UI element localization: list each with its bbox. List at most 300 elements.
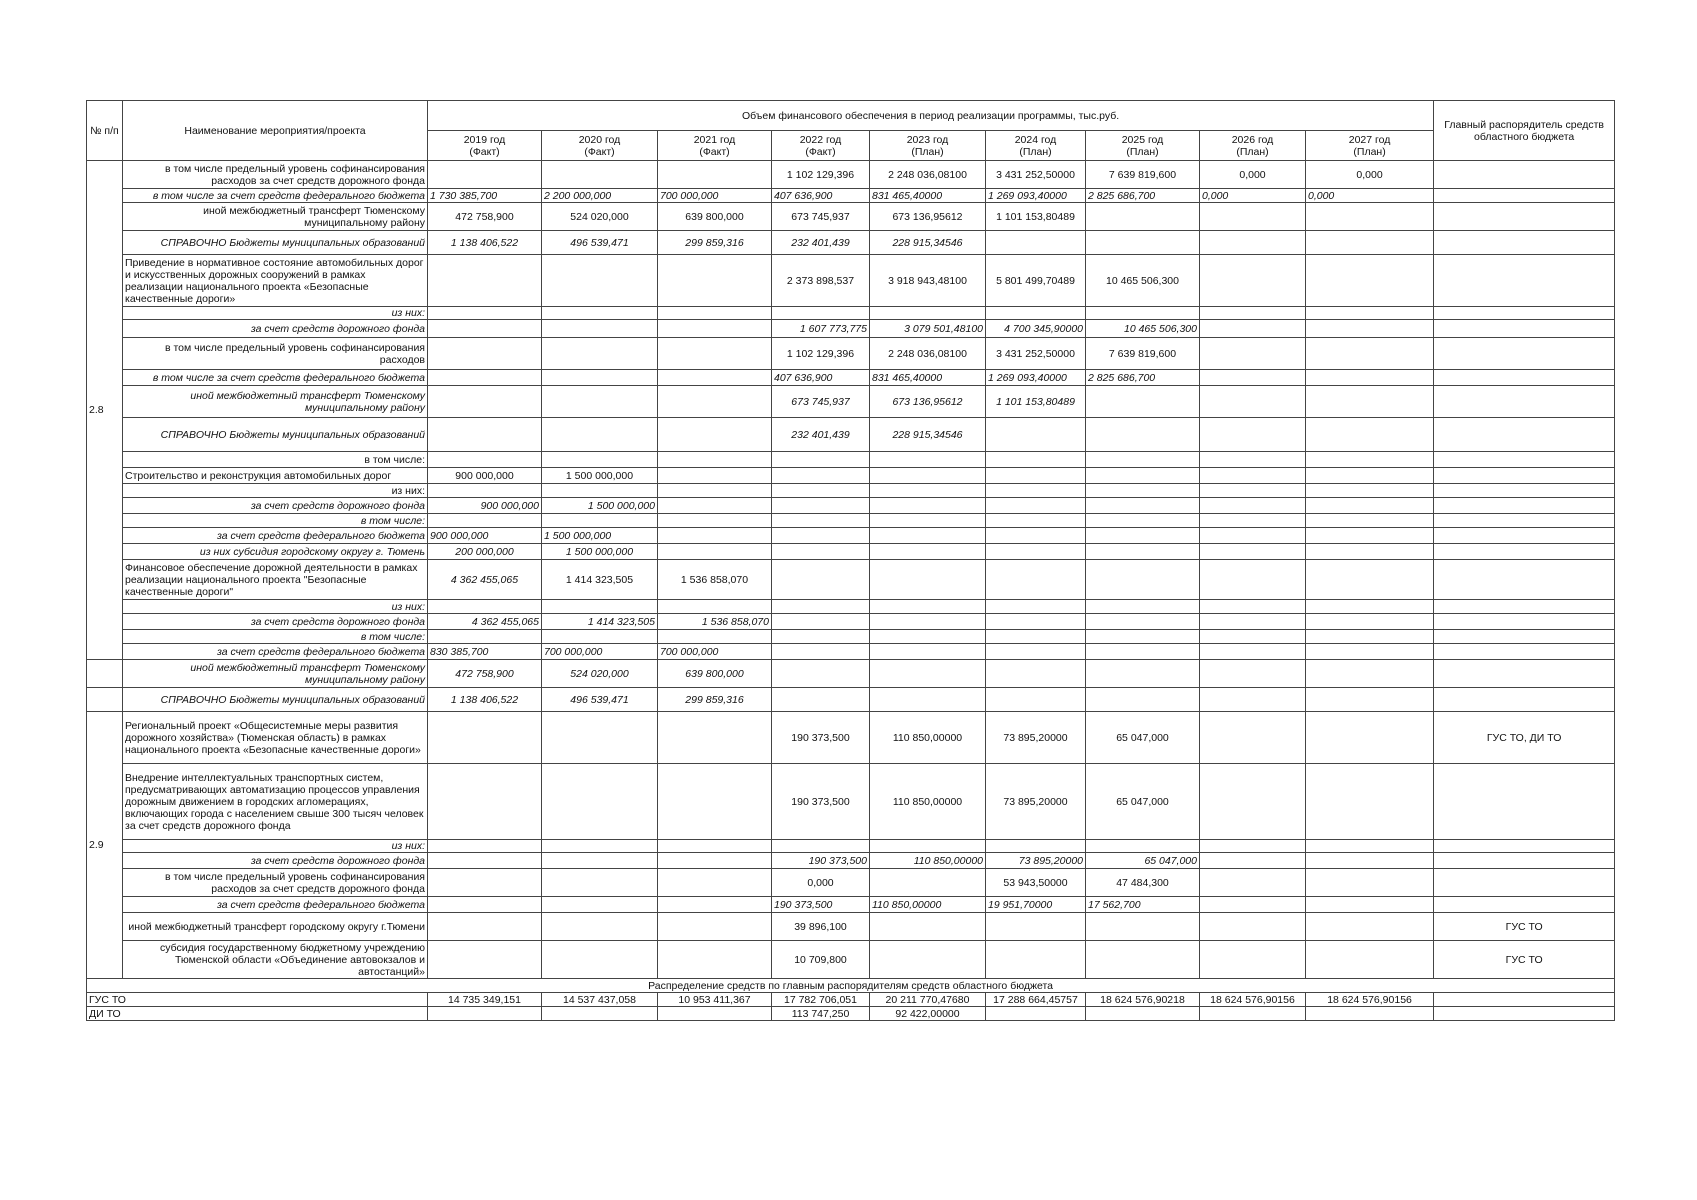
- value-cell: [1306, 468, 1434, 484]
- value-cell: [1306, 688, 1434, 712]
- value-cell: [658, 255, 772, 307]
- value-cell: [658, 600, 772, 614]
- value-cell: [542, 418, 658, 452]
- value-cell: 496 539,471: [542, 688, 658, 712]
- value-cell: [1086, 614, 1200, 630]
- manager-cell: [1434, 514, 1615, 528]
- table-row: [87, 161, 1615, 189]
- value-cell: [1086, 630, 1200, 644]
- value-cell: [1086, 600, 1200, 614]
- year-header-3: [772, 131, 870, 161]
- manager-cell: [1434, 660, 1615, 688]
- manager-cell: [1434, 161, 1615, 189]
- main-manager-header: Главный распорядитель средств областного бюджета: [1434, 101, 1615, 161]
- value-cell: [658, 468, 772, 484]
- value-cell: 3 431 252,50000: [986, 161, 1086, 189]
- manager-cell: [1434, 897, 1615, 913]
- manager-cell: [1434, 764, 1615, 840]
- value-cell: 2 373 898,537: [772, 255, 870, 307]
- table-row: [87, 514, 1615, 528]
- value-cell: [1306, 484, 1434, 498]
- manager-cell: ГУС ТО, ДИ ТО: [1434, 712, 1615, 764]
- value-cell: [870, 630, 986, 644]
- value-cell: 4 362 455,065: [428, 560, 542, 600]
- total-value-cell: 92 422,00000: [870, 1007, 986, 1021]
- year-label: 2026 год: [1231, 133, 1274, 146]
- value-cell: [986, 941, 1086, 979]
- activity-name: за счет средств дорожного фонда: [123, 853, 428, 869]
- value-cell: [986, 600, 1086, 614]
- year-header-0: [428, 131, 542, 161]
- value-cell: [542, 897, 658, 913]
- value-cell: [1086, 528, 1200, 544]
- table-row: [87, 370, 1615, 386]
- value-cell: [1086, 840, 1200, 853]
- value-cell: [1086, 203, 1200, 231]
- activity-name: за счет средств дорожного фонда: [123, 498, 428, 514]
- activity-name: в том числе:: [123, 630, 428, 644]
- value-cell: [1086, 231, 1200, 255]
- value-cell: 700 000,000: [658, 189, 772, 203]
- value-cell: [1200, 338, 1306, 370]
- year-header-8: [1306, 131, 1434, 161]
- value-cell: [1200, 484, 1306, 498]
- row-number: 2.8: [87, 161, 123, 660]
- value-cell: [1200, 231, 1306, 255]
- manager-cell: [1434, 255, 1615, 307]
- value-cell: [658, 630, 772, 644]
- value-cell: [1306, 764, 1434, 840]
- value-cell: [658, 370, 772, 386]
- value-cell: [542, 941, 658, 979]
- value-cell: [1086, 418, 1200, 452]
- value-cell: [1200, 255, 1306, 307]
- table-row: [87, 712, 1615, 764]
- num-column-header: № п/п: [87, 101, 123, 161]
- value-cell: [1200, 630, 1306, 644]
- year-kind-label: (План): [1236, 145, 1269, 158]
- value-cell: [542, 840, 658, 853]
- value-cell: 2 825 686,700: [1086, 189, 1200, 203]
- value-cell: [428, 484, 542, 498]
- total-value-cell: 17 782 706,051: [772, 993, 870, 1007]
- value-cell: 900 000,000: [428, 498, 542, 514]
- activity-name: СПРАВОЧНО Бюджеты муниципальных образований: [123, 688, 428, 712]
- value-cell: [542, 869, 658, 897]
- value-cell: [1086, 514, 1200, 528]
- value-cell: 0,000: [1200, 161, 1306, 189]
- activity-name: за счет средств федерального бюджета: [123, 644, 428, 660]
- value-cell: [542, 764, 658, 840]
- value-cell: 1 102 129,396: [772, 161, 870, 189]
- value-cell: [772, 528, 870, 544]
- value-cell: [542, 386, 658, 418]
- value-cell: 673 136,95612: [870, 386, 986, 418]
- value-cell: [428, 386, 542, 418]
- value-cell: [986, 231, 1086, 255]
- value-cell: [986, 840, 1086, 853]
- value-cell: [1306, 418, 1434, 452]
- total-value-cell: 17 288 664,45757: [986, 993, 1086, 1007]
- activity-name: иной межбюджетный трансферт Тюменскому муниципальному району: [123, 660, 428, 688]
- value-cell: 110 850,00000: [870, 764, 986, 840]
- value-cell: [1306, 913, 1434, 941]
- value-cell: [870, 688, 986, 712]
- value-cell: [986, 913, 1086, 941]
- value-cell: [1200, 764, 1306, 840]
- value-cell: [1200, 688, 1306, 712]
- value-cell: 7 639 819,600: [1086, 161, 1200, 189]
- value-cell: [542, 514, 658, 528]
- value-cell: [870, 869, 986, 897]
- value-cell: [658, 514, 772, 528]
- activity-name: из них:: [123, 600, 428, 614]
- table-row: [87, 338, 1615, 370]
- value-cell: [1086, 468, 1200, 484]
- value-cell: 1 607 773,775: [772, 320, 870, 338]
- manager-cell: [1434, 189, 1615, 203]
- manager-name: ГУС ТО: [87, 993, 428, 1007]
- activity-name: за счет средств дорожного фонда: [123, 320, 428, 338]
- value-cell: [658, 418, 772, 452]
- value-cell: 3 431 252,50000: [986, 338, 1086, 370]
- total-value-cell: 14 537 437,058: [542, 993, 658, 1007]
- value-cell: 10 709,800: [772, 941, 870, 979]
- value-cell: 2 248 036,08100: [870, 161, 986, 189]
- value-cell: 39 896,100: [772, 913, 870, 941]
- table-row: [87, 468, 1615, 484]
- activity-name: Региональный проект «Общесистемные меры развития дорожного хозяйства» (Тюменская область) в рамках национального проекта «Безопасные качественные дороги»: [123, 712, 428, 764]
- value-cell: [772, 840, 870, 853]
- manager-name: ДИ ТО: [87, 1007, 428, 1021]
- year-kind-label: (Факт): [469, 145, 500, 158]
- value-cell: [428, 600, 542, 614]
- manager-cell: [1434, 544, 1615, 560]
- value-cell: [542, 484, 658, 498]
- value-cell: 3 918 943,48100: [870, 255, 986, 307]
- value-cell: [772, 560, 870, 600]
- value-cell: [1200, 418, 1306, 452]
- year-kind-label: (Факт): [584, 145, 615, 158]
- value-cell: [428, 840, 542, 853]
- value-cell: [1306, 386, 1434, 418]
- value-cell: 110 850,00000: [870, 712, 986, 764]
- budget-table-sheet: [86, 100, 1614, 1021]
- value-cell: 47 484,300: [1086, 869, 1200, 897]
- value-cell: [542, 452, 658, 468]
- value-cell: [428, 338, 542, 370]
- value-cell: 190 373,500: [772, 764, 870, 840]
- value-cell: 1 102 129,396: [772, 338, 870, 370]
- value-cell: 73 895,20000: [986, 764, 1086, 840]
- value-cell: [428, 514, 542, 528]
- value-cell: [986, 528, 1086, 544]
- value-cell: [772, 644, 870, 660]
- value-cell: [1306, 370, 1434, 386]
- value-cell: 10 465 506,300: [1086, 255, 1200, 307]
- value-cell: [986, 307, 1086, 320]
- value-cell: [1200, 370, 1306, 386]
- value-cell: [658, 528, 772, 544]
- manager-cell: [1434, 869, 1615, 897]
- value-cell: [986, 468, 1086, 484]
- manager-cell: [1434, 560, 1615, 600]
- manager-cell: [1434, 1007, 1615, 1021]
- table-row: [87, 255, 1615, 307]
- value-cell: [1200, 560, 1306, 600]
- value-cell: [1306, 307, 1434, 320]
- table-row: [87, 630, 1615, 644]
- value-cell: 472 758,900: [428, 660, 542, 688]
- value-cell: [870, 452, 986, 468]
- value-cell: [1306, 338, 1434, 370]
- value-cell: [772, 468, 870, 484]
- distribution-title: Распределение средств по главным распорядителям средств областного бюджета: [87, 979, 1615, 993]
- value-cell: [428, 853, 542, 869]
- value-cell: [870, 307, 986, 320]
- value-cell: 299 859,316: [658, 231, 772, 255]
- year-label: 2021 год: [693, 133, 736, 146]
- value-cell: [1200, 913, 1306, 941]
- value-cell: 5 801 499,70489: [986, 255, 1086, 307]
- value-cell: [1306, 498, 1434, 514]
- manager-cell: ГУС ТО: [1434, 913, 1615, 941]
- activity-name: Финансовое обеспечение дорожной деятельности в рамках реализации национального проекта "Безопасные качественные дороги": [123, 560, 428, 600]
- table-row: [87, 897, 1615, 913]
- table-row: [87, 600, 1615, 614]
- value-cell: [1086, 913, 1200, 941]
- value-cell: [870, 528, 986, 544]
- value-cell: [428, 255, 542, 307]
- table-row: [87, 544, 1615, 560]
- value-cell: [1086, 544, 1200, 560]
- value-cell: [658, 712, 772, 764]
- year-kind-label: (Факт): [699, 145, 730, 158]
- value-cell: [870, 560, 986, 600]
- year-kind-label: (План): [1019, 145, 1052, 158]
- value-cell: [986, 544, 1086, 560]
- manager-cell: [1434, 307, 1615, 320]
- manager-cell: [1434, 644, 1615, 660]
- table-row: [87, 307, 1615, 320]
- value-cell: 0,000: [1306, 161, 1434, 189]
- value-cell: 524 020,000: [542, 203, 658, 231]
- value-cell: 0,000: [1306, 189, 1434, 203]
- activity-name: Строительство и реконструкция автомобильных дорог: [123, 468, 428, 484]
- activity-name: СПРАВОЧНО Бюджеты муниципальных образований: [123, 418, 428, 452]
- value-cell: 53 943,50000: [986, 869, 1086, 897]
- year-label: 2027 год: [1348, 133, 1391, 146]
- table-row: [87, 941, 1615, 979]
- manager-cell: [1434, 418, 1615, 452]
- value-cell: 190 373,500: [772, 853, 870, 869]
- activity-name: за счет средств дорожного фонда: [123, 614, 428, 630]
- financing-table: [86, 100, 1615, 1021]
- value-cell: [1306, 712, 1434, 764]
- year-kind-label: (Факт): [805, 145, 836, 158]
- value-cell: 673 745,937: [772, 203, 870, 231]
- value-cell: [1086, 498, 1200, 514]
- year-label: 2022 год: [799, 133, 842, 146]
- value-cell: [428, 630, 542, 644]
- value-cell: [1306, 600, 1434, 614]
- row-number: [87, 688, 123, 712]
- value-cell: [1086, 452, 1200, 468]
- value-cell: 10 465 506,300: [1086, 320, 1200, 338]
- value-cell: [542, 600, 658, 614]
- distribution-title-row: [87, 979, 1615, 993]
- activity-name: в том числе предельный уровень софинансирования расходов за счет средств дорожного фонда: [123, 869, 428, 897]
- value-cell: [870, 913, 986, 941]
- value-cell: 1 730 385,700: [428, 189, 542, 203]
- value-cell: 110 850,00000: [870, 853, 986, 869]
- table-row: [87, 498, 1615, 514]
- value-cell: 65 047,000: [1086, 764, 1200, 840]
- value-cell: 1 138 406,522: [428, 231, 542, 255]
- value-cell: [1200, 452, 1306, 468]
- value-cell: [1200, 869, 1306, 897]
- activity-name: СПРАВОЧНО Бюджеты муниципальных образований: [123, 231, 428, 255]
- value-cell: [986, 630, 1086, 644]
- value-cell: 1 138 406,522: [428, 688, 542, 712]
- total-value-cell: 18 624 576,90156: [1306, 993, 1434, 1007]
- total-value-cell: 113 747,250: [772, 1007, 870, 1021]
- value-cell: [1200, 941, 1306, 979]
- value-cell: [1086, 688, 1200, 712]
- value-cell: [542, 161, 658, 189]
- year-header-1: [542, 131, 658, 161]
- value-cell: 831 465,40000: [870, 189, 986, 203]
- value-cell: [870, 941, 986, 979]
- value-cell: [428, 418, 542, 452]
- value-cell: [1306, 560, 1434, 600]
- value-cell: [1200, 386, 1306, 418]
- value-cell: [658, 386, 772, 418]
- value-cell: [1200, 840, 1306, 853]
- value-cell: [986, 498, 1086, 514]
- total-value-cell: [1200, 1007, 1306, 1021]
- value-cell: [428, 161, 542, 189]
- totals-row: [87, 1007, 1615, 1021]
- value-cell: 496 539,471: [542, 231, 658, 255]
- table-row: [87, 644, 1615, 660]
- value-cell: 7 639 819,600: [1086, 338, 1200, 370]
- value-cell: 1 101 153,80489: [986, 203, 1086, 231]
- table-header: [87, 101, 1615, 161]
- value-cell: 700 000,000: [658, 644, 772, 660]
- activity-name: в том числе:: [123, 514, 428, 528]
- value-cell: [658, 897, 772, 913]
- value-cell: [870, 614, 986, 630]
- value-cell: [1200, 853, 1306, 869]
- value-cell: [658, 307, 772, 320]
- table-row: [87, 484, 1615, 498]
- manager-cell: ГУС ТО: [1434, 941, 1615, 979]
- value-cell: 232 401,439: [772, 231, 870, 255]
- manager-cell: [1434, 498, 1615, 514]
- volume-header: Объем финансового обеспечения в период реализации программы, тыс.руб.: [428, 101, 1434, 131]
- value-cell: [1086, 644, 1200, 660]
- value-cell: [658, 840, 772, 853]
- value-cell: [772, 660, 870, 688]
- manager-cell: [1434, 630, 1615, 644]
- manager-cell: [1434, 231, 1615, 255]
- year-kind-label: (План): [1353, 145, 1386, 158]
- table-row: [87, 189, 1615, 203]
- value-cell: 190 373,500: [772, 712, 870, 764]
- value-cell: 524 020,000: [542, 660, 658, 688]
- table-row: [87, 614, 1615, 630]
- value-cell: [1306, 544, 1434, 560]
- activity-name: иной межбюджетный трансферт городскому округу г.Тюмени: [123, 913, 428, 941]
- value-cell: [986, 484, 1086, 498]
- value-cell: 65 047,000: [1086, 712, 1200, 764]
- value-cell: 2 248 036,08100: [870, 338, 986, 370]
- value-cell: [870, 498, 986, 514]
- activity-name: из них:: [123, 840, 428, 853]
- value-cell: [1200, 528, 1306, 544]
- value-cell: [1306, 452, 1434, 468]
- value-cell: [658, 853, 772, 869]
- value-cell: 900 000,000: [428, 528, 542, 544]
- value-cell: [1306, 514, 1434, 528]
- value-cell: 830 385,700: [428, 644, 542, 660]
- value-cell: [772, 630, 870, 644]
- table-row: [87, 320, 1615, 338]
- manager-cell: [1434, 320, 1615, 338]
- manager-cell: [1434, 386, 1615, 418]
- value-cell: [1306, 320, 1434, 338]
- value-cell: [1200, 203, 1306, 231]
- value-cell: 110 850,00000: [870, 897, 986, 913]
- total-value-cell: [542, 1007, 658, 1021]
- value-cell: 1 269 093,40000: [986, 370, 1086, 386]
- year-header-7: [1200, 131, 1306, 161]
- year-header-4: [870, 131, 986, 161]
- value-cell: [986, 560, 1086, 600]
- value-cell: [870, 514, 986, 528]
- value-cell: [986, 660, 1086, 688]
- value-cell: 639 800,000: [658, 660, 772, 688]
- value-cell: [772, 600, 870, 614]
- value-cell: [658, 869, 772, 897]
- activity-name: из них:: [123, 307, 428, 320]
- value-cell: [1086, 560, 1200, 600]
- value-cell: 0,000: [772, 869, 870, 897]
- value-cell: [1306, 869, 1434, 897]
- value-cell: 19 951,70000: [986, 897, 1086, 913]
- activity-name: за счет средств федерального бюджета: [123, 528, 428, 544]
- value-cell: [1306, 840, 1434, 853]
- table-row: [87, 764, 1615, 840]
- table-row: [87, 840, 1615, 853]
- value-cell: 2 825 686,700: [1086, 370, 1200, 386]
- value-cell: [658, 452, 772, 468]
- activity-name: иной межбюджетный трансферт Тюменскому муниципальному району: [123, 203, 428, 231]
- value-cell: [428, 941, 542, 979]
- value-cell: [1306, 255, 1434, 307]
- value-cell: 1 536 858,070: [658, 614, 772, 630]
- value-cell: [986, 688, 1086, 712]
- value-cell: 232 401,439: [772, 418, 870, 452]
- manager-cell: [1434, 484, 1615, 498]
- value-cell: [986, 614, 1086, 630]
- value-cell: [1200, 712, 1306, 764]
- value-cell: 900 000,000: [428, 468, 542, 484]
- value-cell: [870, 484, 986, 498]
- value-cell: [542, 712, 658, 764]
- value-cell: [986, 514, 1086, 528]
